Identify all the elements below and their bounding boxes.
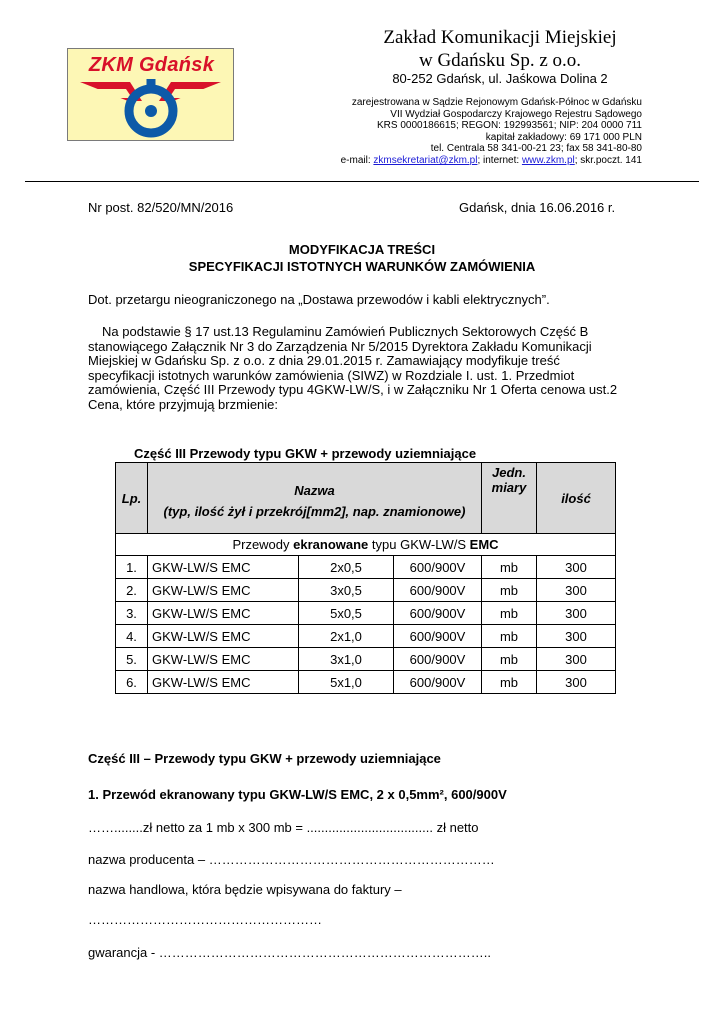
header-nazwa-subtitle: (typ, ilość żył i przekrój[mm2], nap. znamionowe) [163, 504, 466, 519]
cell-type: GKW-LW/S EMC [148, 625, 299, 648]
cell-unit: mb [482, 579, 537, 602]
header-unit-line1: Jedn. [492, 465, 526, 480]
cell-size: 5x0,5 [299, 602, 394, 625]
document-title-line2: SPECYFIKACJI ISTOTNYCH WARUNKÓW ZAMÓWIENIA [188, 259, 536, 274]
cell-unit: mb [482, 602, 537, 625]
cable-table [115, 462, 616, 694]
cell-voltage: 600/900V [394, 556, 482, 579]
group-label-bold2: EMC [469, 537, 499, 552]
cell-qty: 300 [537, 579, 616, 602]
phone-fax: tel. Centrala 58 341-00-21 23; fax 58 341-80-80 [430, 143, 642, 155]
warranty-line: gwarancja - ………………………………………………………………….. [88, 945, 492, 960]
cell-size: 2x0,5 [299, 556, 394, 579]
table-row [116, 671, 616, 694]
cell-unit: mb [482, 671, 537, 694]
cell-unit: mb [482, 625, 537, 648]
cell-qty: 300 [537, 625, 616, 648]
registration-numbers: KRS 0000186615; REGON: 192993561; NIP: 204 0000 711 [376, 120, 642, 132]
company-name-line1: Zakład Komunikacji Miejskiej [383, 27, 617, 48]
cell-size: 5x1,0 [299, 671, 394, 694]
company-name-line2: w Gdańsku Sp. z o.o. [418, 50, 582, 71]
cell-lp: 2. [116, 579, 148, 602]
table-header-row [116, 463, 616, 534]
email-link[interactable]: zkmsekretariat@zkm.pl [373, 154, 478, 166]
group-label-bold: ekranowane [293, 537, 369, 552]
cell-type: GKW-LW/S EMC [148, 648, 299, 671]
cell-lp: 5. [116, 648, 148, 671]
group-label [116, 534, 616, 556]
cell-size: 2x1,0 [299, 625, 394, 648]
cell-voltage: 600/900V [394, 625, 482, 648]
cell-qty: 300 [537, 648, 616, 671]
body-line: zamówienia, Część III Przewody typu 4GKW-LW/S, i w Załączniku Nr 1 Oferta cenowa ust.2 [88, 382, 618, 398]
body-line: Cena, które przyjmują brzmienie: [88, 396, 279, 412]
internet-label: ; internet: [477, 154, 522, 166]
table-row [116, 556, 616, 579]
body-paragraph [88, 325, 641, 413]
item-title: 1. Przewód ekranowany typu GKW-LW/S EMC, 2 x 0,5mm², 600/900V [88, 787, 507, 802]
cell-lp: 3. [116, 602, 148, 625]
table-group-row [116, 534, 616, 556]
website-link[interactable]: www.zkm.pl [521, 154, 575, 166]
body-line: stanowiącego Załącznik Nr 3 do Zarządzenia Nr 5/2015 Dyrektora Zakładu Komunikacji [88, 338, 592, 354]
header-nazwa [148, 463, 482, 534]
cell-lp: 6. [116, 671, 148, 694]
cell-size: 3x0,5 [299, 579, 394, 602]
cell-type: GKW-LW/S EMC [148, 602, 299, 625]
company-address: 80-252 Gdańsk, ul. Jaśkowa Dolina 2 [392, 71, 608, 86]
table-row [116, 579, 616, 602]
body-line: Na podstawie § 17 ust.13 Regulaminu Zamówień Publicznych Sektorowych Część B [102, 324, 589, 339]
cell-unit: mb [482, 648, 537, 671]
body-line: specyfikacji istotnych warunków zamówienia (SIWZ) w Rozdziale I. ust. 1. Przedmiot [88, 367, 575, 383]
document-date: Gdańsk, dnia 16.06.2016 r. [459, 200, 616, 215]
cell-voltage: 600/900V [394, 602, 482, 625]
subject-line: Dot. przetargu nieograniczonego na „Dostawa przewodów i kabli elektrycznych”. [88, 292, 550, 307]
contact-line [222, 155, 642, 167]
trade-name-dots: ……………………………………………… [88, 912, 322, 927]
header-unit [482, 463, 537, 534]
section-heading: Część III – Przewody typu GKW + przewody uziemniające [88, 751, 441, 766]
table-heading: Część III Przewody typu GKW + przewody uziemniające [134, 446, 477, 461]
cell-unit: mb [482, 556, 537, 579]
company-logo [67, 48, 234, 141]
producer-line: nazwa producenta – ………………………………………………………… [88, 852, 495, 867]
body-line: Miejskiej w Gdańsku Sp. z o.o. z dnia 29.01.2015 r. Zamawiający modyfikuje treść [88, 353, 560, 369]
cell-type: GKW-LW/S EMC [148, 556, 299, 579]
registration-division: VII Wydział Gospodarczy Krajowego Rejestru Sądowego [390, 108, 642, 120]
header-unit-line2: miary [491, 480, 527, 495]
postbox: ; skr.poczt. 141 [574, 154, 642, 166]
trade-name-line: nazwa handlowa, która będzie wpisywana do faktury – [88, 882, 402, 897]
table-row [116, 625, 616, 648]
price-line: ……........zł netto za 1 mb x 300 mb = ................................... zł netto [88, 820, 479, 835]
cell-qty: 300 [537, 556, 616, 579]
cell-lp: 4. [116, 625, 148, 648]
cell-qty: 300 [537, 602, 616, 625]
reference-number: Nr post. 82/520/MN/2016 [88, 200, 234, 215]
cell-voltage: 600/900V [394, 671, 482, 694]
cell-voltage: 600/900V [394, 579, 482, 602]
registration-court: zarejestrowana w Sądzie Rejonowym Gdańsk-Północ w Gdańsku [351, 97, 642, 108]
group-label-mid: typu GKW-LW/S [368, 537, 470, 552]
cell-lp: 1. [116, 556, 148, 579]
header-nazwa-title: Nazwa [294, 483, 335, 498]
share-capital: kapitał zakładowy: 69 171 000 PLN [485, 131, 642, 143]
registration-info [222, 97, 642, 167]
group-label-pre: Przewody [232, 537, 294, 552]
header-divider [25, 181, 699, 182]
email-label: e-mail: [340, 154, 374, 166]
cell-type: GKW-LW/S EMC [148, 579, 299, 602]
table-row [116, 602, 616, 625]
table-row [116, 648, 616, 671]
logo-text: ZKM Gdańsk [88, 54, 215, 76]
cell-voltage: 600/900V [394, 648, 482, 671]
cell-size: 3x1,0 [299, 648, 394, 671]
cell-type: GKW-LW/S EMC [148, 671, 299, 694]
header-qty: ilość [537, 463, 616, 534]
document-title-line1: MODYFIKACJA TREŚCI [288, 242, 436, 257]
cell-qty: 300 [537, 671, 616, 694]
header-lp: Lp. [116, 463, 148, 534]
